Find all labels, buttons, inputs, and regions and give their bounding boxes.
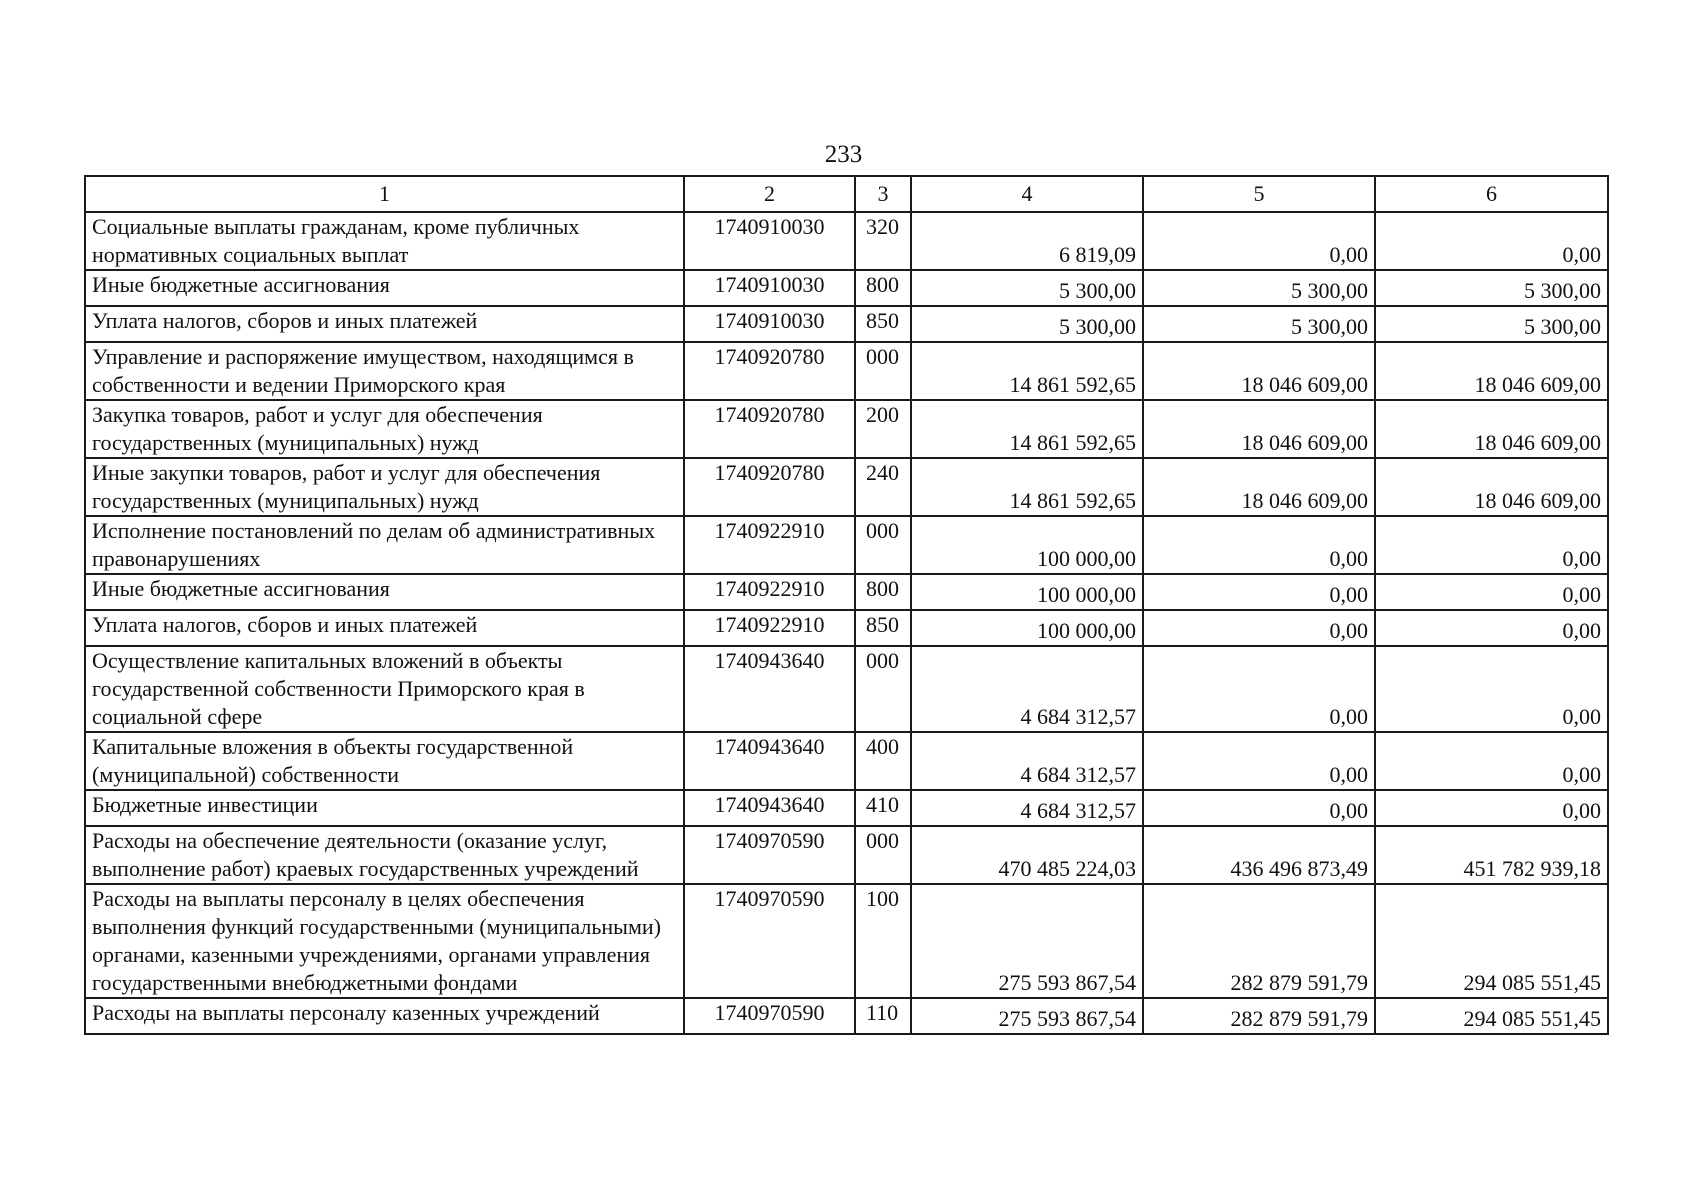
row-amount-6: 294 085 551,45 xyxy=(1375,884,1608,998)
row-type: 320 xyxy=(855,212,911,270)
row-amount-4: 4 684 312,57 xyxy=(911,732,1143,790)
row-type: 200 xyxy=(855,400,911,458)
budget-table xyxy=(84,175,1609,1035)
row-amount-4: 470 485 224,03 xyxy=(911,826,1143,884)
row-amount-4: 100 000,00 xyxy=(911,574,1143,610)
row-amount-6: 0,00 xyxy=(1375,790,1608,826)
row-code: 1740920780 xyxy=(684,342,855,400)
row-amount-5: 0,00 xyxy=(1143,732,1375,790)
row-name: Осуществление капитальных вложений в объекты государственной собственности Приморского края в социальной сфере xyxy=(85,646,684,732)
table-row xyxy=(85,270,1608,306)
row-amount-5: 18 046 609,00 xyxy=(1143,342,1375,400)
row-code: 1740920780 xyxy=(684,400,855,458)
row-name: Управление и распоряжение имуществом, находящимся в собственности и ведении Приморского края xyxy=(85,342,684,400)
row-amount-4: 275 593 867,54 xyxy=(911,884,1143,998)
column-header: 1 xyxy=(85,176,684,212)
table-row xyxy=(85,516,1608,574)
row-amount-6: 0,00 xyxy=(1375,610,1608,646)
row-amount-4: 4 684 312,57 xyxy=(911,790,1143,826)
row-name: Бюджетные инвестиции xyxy=(85,790,684,826)
row-code: 1740910030 xyxy=(684,270,855,306)
row-amount-5: 18 046 609,00 xyxy=(1143,400,1375,458)
row-code: 1740943640 xyxy=(684,790,855,826)
row-type: 240 xyxy=(855,458,911,516)
row-name: Исполнение постановлений по делам об административных правонарушениях xyxy=(85,516,684,574)
row-type: 800 xyxy=(855,574,911,610)
row-amount-4: 100 000,00 xyxy=(911,516,1143,574)
column-header: 6 xyxy=(1375,176,1608,212)
table-row xyxy=(85,732,1608,790)
row-code: 1740970590 xyxy=(684,826,855,884)
table-row xyxy=(85,646,1608,732)
row-amount-6: 18 046 609,00 xyxy=(1375,400,1608,458)
row-code: 1740910030 xyxy=(684,306,855,342)
row-code: 1740910030 xyxy=(684,212,855,270)
row-name: Расходы на выплаты персоналу в целях обеспечения выполнения функций государственными (муниципальными) органами, казенными учреждениями, органами управления государственными внебюджетными фондами xyxy=(85,884,684,998)
row-amount-4: 5 300,00 xyxy=(911,306,1143,342)
row-amount-5: 0,00 xyxy=(1143,646,1375,732)
row-amount-6: 0,00 xyxy=(1375,516,1608,574)
row-code: 1740970590 xyxy=(684,998,855,1034)
table-row xyxy=(85,998,1608,1034)
row-code: 1740920780 xyxy=(684,458,855,516)
row-amount-6: 451 782 939,18 xyxy=(1375,826,1608,884)
table-row xyxy=(85,884,1608,998)
row-type: 000 xyxy=(855,516,911,574)
column-header: 3 xyxy=(855,176,911,212)
row-name: Уплата налогов, сборов и иных платежей xyxy=(85,610,684,646)
row-amount-5: 0,00 xyxy=(1143,516,1375,574)
row-amount-5: 0,00 xyxy=(1143,790,1375,826)
row-name: Расходы на обеспечение деятельности (оказание услуг, выполнение работ) краевых государственных учреждений xyxy=(85,826,684,884)
row-name: Социальные выплаты гражданам, кроме публичных нормативных социальных выплат xyxy=(85,212,684,270)
header-row xyxy=(85,176,1608,212)
row-name: Иные бюджетные ассигнования xyxy=(85,574,684,610)
row-type: 000 xyxy=(855,342,911,400)
row-amount-4: 14 861 592,65 xyxy=(911,400,1143,458)
row-amount-5: 5 300,00 xyxy=(1143,306,1375,342)
row-amount-4: 6 819,09 xyxy=(911,212,1143,270)
row-amount-4: 14 861 592,65 xyxy=(911,458,1143,516)
table-row xyxy=(85,790,1608,826)
column-header: 2 xyxy=(684,176,855,212)
row-code: 1740970590 xyxy=(684,884,855,998)
row-type: 000 xyxy=(855,826,911,884)
row-amount-6: 0,00 xyxy=(1375,646,1608,732)
row-amount-6: 0,00 xyxy=(1375,212,1608,270)
row-amount-5: 18 046 609,00 xyxy=(1143,458,1375,516)
row-amount-4: 275 593 867,54 xyxy=(911,998,1143,1034)
row-amount-5: 0,00 xyxy=(1143,574,1375,610)
row-type: 100 xyxy=(855,884,911,998)
row-amount-6: 18 046 609,00 xyxy=(1375,458,1608,516)
row-amount-5: 436 496 873,49 xyxy=(1143,826,1375,884)
row-amount-6: 18 046 609,00 xyxy=(1375,342,1608,400)
page-number: 233 xyxy=(824,141,863,168)
row-name: Иные бюджетные ассигнования xyxy=(85,270,684,306)
row-code: 1740943640 xyxy=(684,732,855,790)
column-header: 5 xyxy=(1143,176,1375,212)
row-amount-5: 0,00 xyxy=(1143,212,1375,270)
table-row xyxy=(85,306,1608,342)
row-amount-6: 0,00 xyxy=(1375,732,1608,790)
row-code: 1740922910 xyxy=(684,610,855,646)
row-amount-6: 0,00 xyxy=(1375,574,1608,610)
row-name: Расходы на выплаты персоналу казенных учреждений xyxy=(85,998,684,1034)
row-type: 410 xyxy=(855,790,911,826)
table-row xyxy=(85,342,1608,400)
row-type: 400 xyxy=(855,732,911,790)
table-row xyxy=(85,826,1608,884)
row-amount-5: 282 879 591,79 xyxy=(1143,884,1375,998)
table-row xyxy=(85,212,1608,270)
row-amount-4: 100 000,00 xyxy=(911,610,1143,646)
row-amount-5: 282 879 591,79 xyxy=(1143,998,1375,1034)
table-row xyxy=(85,458,1608,516)
row-amount-5: 0,00 xyxy=(1143,610,1375,646)
row-type: 850 xyxy=(855,306,911,342)
row-code: 1740943640 xyxy=(684,646,855,732)
row-code: 1740922910 xyxy=(684,516,855,574)
table-row xyxy=(85,400,1608,458)
row-name: Уплата налогов, сборов и иных платежей xyxy=(85,306,684,342)
row-type: 110 xyxy=(855,998,911,1034)
row-type: 850 xyxy=(855,610,911,646)
row-code: 1740922910 xyxy=(684,574,855,610)
row-amount-6: 5 300,00 xyxy=(1375,306,1608,342)
column-header: 4 xyxy=(911,176,1143,212)
row-amount-4: 14 861 592,65 xyxy=(911,342,1143,400)
row-amount-6: 294 085 551,45 xyxy=(1375,998,1608,1034)
row-amount-6: 5 300,00 xyxy=(1375,270,1608,306)
table-row xyxy=(85,610,1608,646)
row-type: 000 xyxy=(855,646,911,732)
table-row xyxy=(85,574,1608,610)
row-type: 800 xyxy=(855,270,911,306)
row-amount-4: 4 684 312,57 xyxy=(911,646,1143,732)
row-name: Закупка товаров, работ и услуг для обеспечения государственных (муниципальных) нужд xyxy=(85,400,684,458)
row-amount-5: 5 300,00 xyxy=(1143,270,1375,306)
row-amount-4: 5 300,00 xyxy=(911,270,1143,306)
row-name: Капитальные вложения в объекты государственной (муниципальной) собственности xyxy=(85,732,684,790)
row-name: Иные закупки товаров, работ и услуг для обеспечения государственных (муниципальных) нужд xyxy=(85,458,684,516)
